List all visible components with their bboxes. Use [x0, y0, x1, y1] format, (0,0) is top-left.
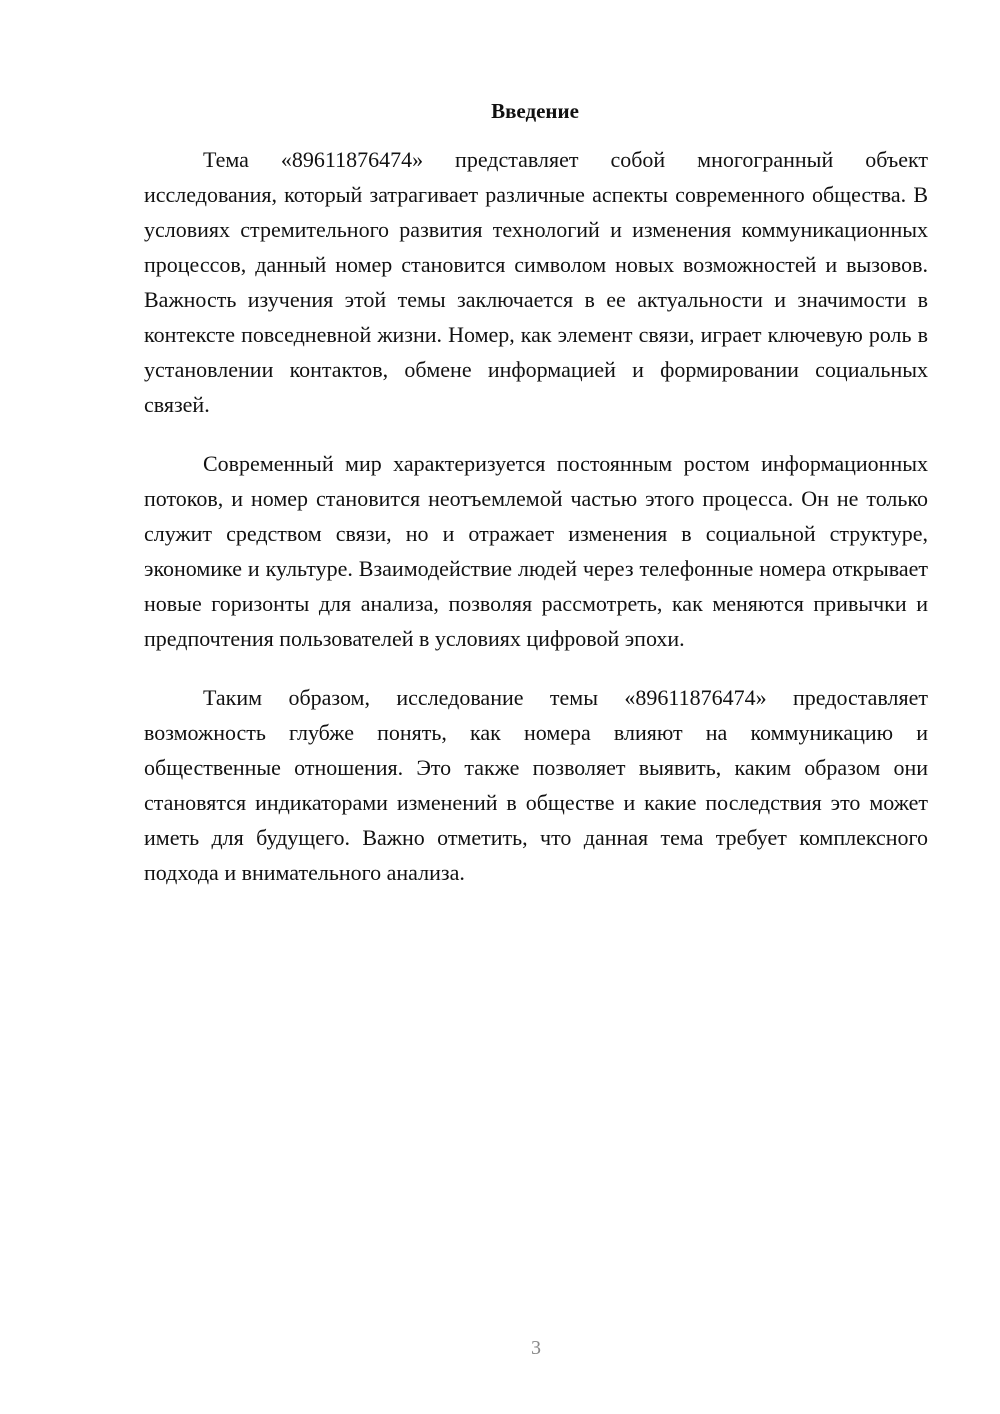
page-number: 3: [531, 1337, 541, 1359]
section-title: Введение: [491, 99, 579, 123]
paragraph-1: Тема «89611876474» представляет собой многогранный объект исследования, который затрагивает различные аспекты современного общества. В условиях стремительного развития технологий и изменения коммуникационных процессов, данный номер становится символом новых возможностей и вызовов. Важность изучения этой темы заключается в ее актуальности и значимости в контексте повседневной жизни. Номер, как элемент связи, играет ключевую роль в установлении контактов, обмене информацией и формировании социальных связей.: [144, 147, 928, 417]
paragraph-3: Таким образом, исследование темы «89611876474» предоставляет возможность глубже понять, как номера влияют на коммуникацию и общественные отношения. Это также позволяет выявить, каким образом они становятся индикаторами изменений в обществе и какие последствия это может иметь для будущего. Важно отметить, что данная тема требует комплексного подхода и внимательного анализа.: [144, 685, 928, 885]
paragraph-2: Современный мир характеризуется постоянным ростом информационных потоков, и номер становится неотъемлемой частью этого процесса. Он не только служит средством связи, но и отражает изменения в социальной структуре, экономике и культуре. Взаимодействие людей через телефонные номера открывает новые горизонты для анализа, позволяя рассмотреть, как меняются привычки и предпочтения пользователей в условиях цифровой эпохи.: [144, 451, 928, 651]
body-text: [144, 142, 928, 914]
